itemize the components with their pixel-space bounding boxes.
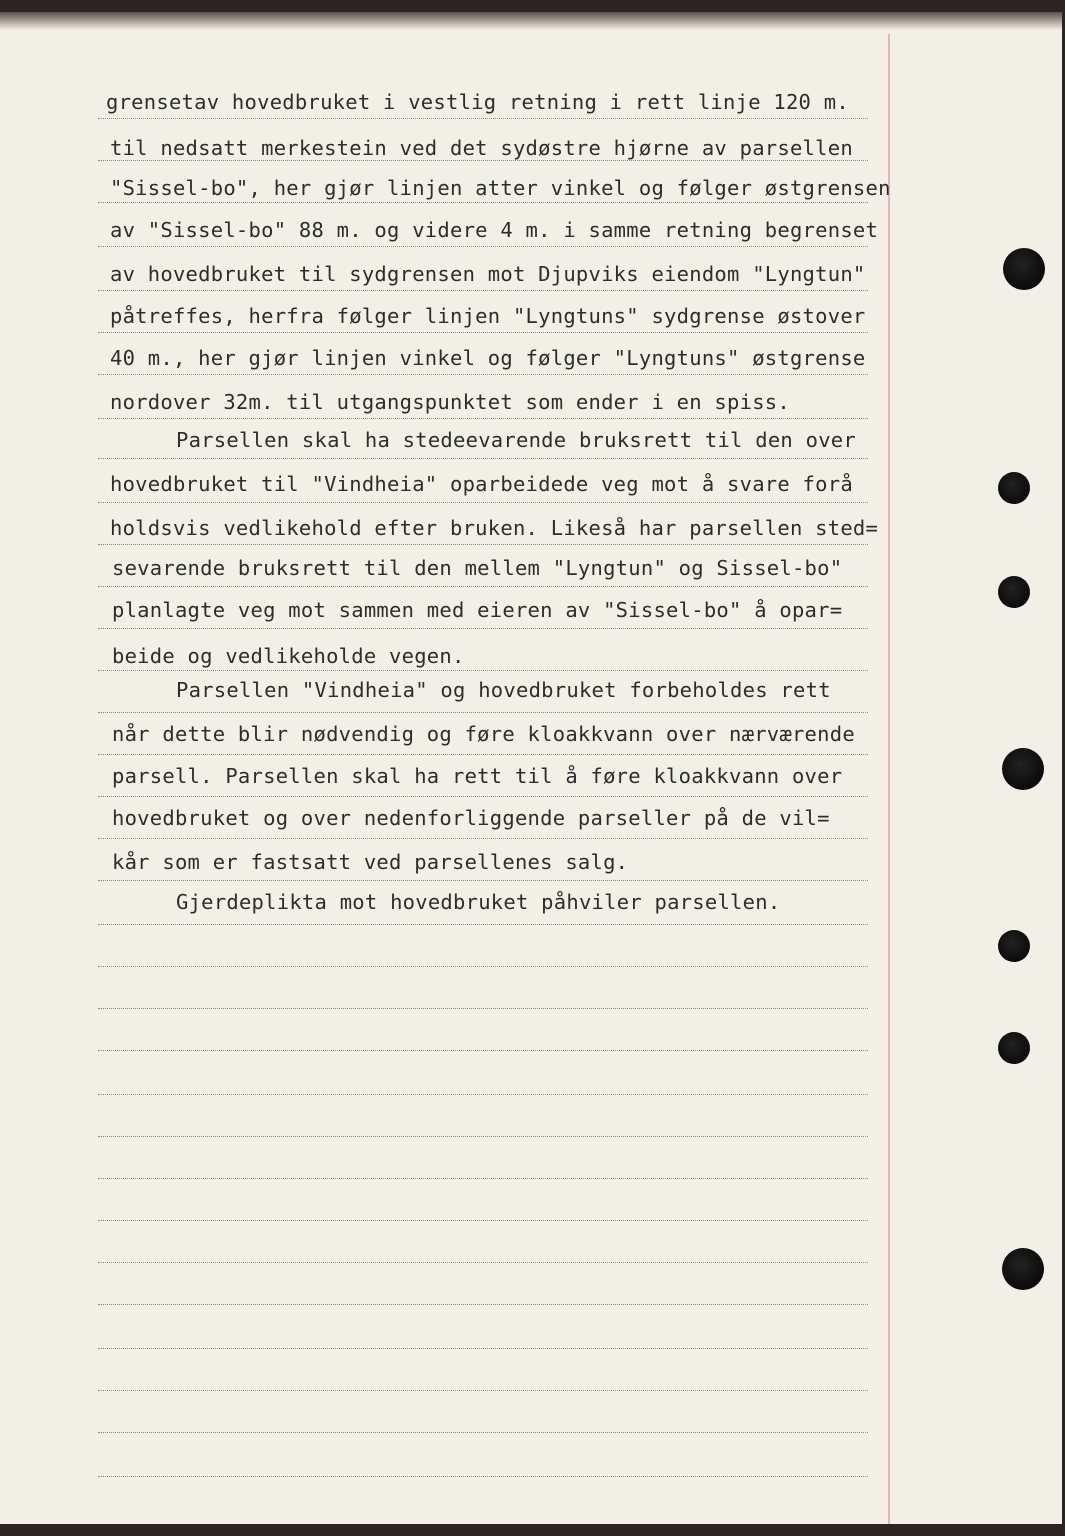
ruled-line	[98, 670, 868, 671]
ruled-line	[98, 754, 868, 755]
punch-hole	[998, 576, 1030, 608]
ruled-line	[98, 458, 868, 459]
text-line: planlagte veg mot sammen med eieren av "Sissel-bo" å opar=	[112, 598, 843, 622]
text-line: parsell. Parsellen skal ha rett til å føre kloakkvann over	[112, 764, 843, 788]
punch-hole	[998, 1032, 1030, 1064]
page-top-shadow	[0, 12, 1062, 30]
ruled-line	[98, 332, 868, 333]
text-line: Gjerdeplikta mot hovedbruket påhviler parsellen.	[176, 890, 781, 914]
ruled-line	[98, 1476, 868, 1477]
ruled-line	[98, 1178, 868, 1179]
ruled-line	[98, 1220, 868, 1221]
ruled-line	[98, 246, 868, 247]
punch-hole	[1002, 1248, 1044, 1290]
punch-hole	[998, 472, 1030, 504]
ruled-line	[98, 1390, 868, 1391]
ruled-line	[98, 838, 868, 839]
text-line: sevarende bruksrett til den mellem "Lyngtun" og Sissel-bo"	[112, 556, 843, 580]
ruled-line	[98, 374, 868, 375]
text-line: "Sissel-bo", her gjør linjen atter vinkel og følger østgrensen	[110, 176, 891, 200]
ruled-line	[98, 1262, 868, 1263]
punch-hole	[1003, 248, 1045, 290]
text-line: holdsvis vedlikehold efter bruken. Likeså har parsellen sted=	[110, 516, 879, 540]
ruled-line	[98, 290, 868, 291]
punch-hole	[1002, 748, 1044, 790]
ruled-line	[98, 418, 868, 419]
text-line: hovedbruket og over nedenforliggende parseller på de vil=	[112, 806, 830, 830]
text-line: Parsellen skal ha stedeevarende bruksrett til den over	[176, 428, 856, 452]
ruled-line	[98, 118, 868, 119]
text-line: grensetav hovedbruket i vestlig retning i rett linje 120 m.	[106, 90, 849, 114]
text-line: påtreffes, herfra følger linjen "Lyngtuns" sydgrense østover	[110, 304, 866, 328]
text-line: til nedsatt merkestein ved det sydøstre hjørne av parsellen	[110, 136, 853, 160]
ruled-line	[98, 160, 868, 161]
text-line: av "Sissel-bo" 88 m. og videre 4 m. i samme retning begrenset	[110, 218, 879, 242]
document-page	[0, 12, 1062, 1524]
text-line: nordover 32m. til utgangspunktet som ender i en spiss.	[110, 390, 790, 414]
ruled-line	[98, 1050, 868, 1051]
ruled-line	[98, 1432, 868, 1433]
text-line: når dette blir nødvendig og føre kloakkvann over nærværende	[112, 722, 855, 746]
text-line: Parsellen "Vindheia" og hovedbruket forbeholdes rett	[176, 678, 831, 702]
ruled-line	[98, 966, 868, 967]
text-line: kår som er fastsatt ved parsellenes salg.	[112, 850, 629, 874]
ruled-line	[98, 502, 868, 503]
text-line: beide og vedlikeholde vegen.	[112, 644, 465, 668]
ruled-line	[98, 1136, 868, 1137]
ruled-line	[98, 1094, 868, 1095]
ruled-line	[98, 796, 868, 797]
ruled-line	[98, 1008, 868, 1009]
ruled-line	[98, 1348, 868, 1349]
text-line: 40 m., her gjør linjen vinkel og følger "Lyngtuns" østgrense	[110, 346, 866, 370]
ruled-line	[98, 544, 868, 545]
punch-hole	[998, 930, 1030, 962]
ruled-line	[98, 1304, 868, 1305]
text-line: hovedbruket til "Vindheia" oparbeidede veg mot å svare forå	[110, 472, 853, 496]
ruled-line	[98, 586, 868, 587]
ruled-line	[98, 628, 868, 629]
ruled-line	[98, 712, 868, 713]
margin-rule	[888, 34, 890, 1524]
text-line: av hovedbruket til sydgrensen mot Djupviks eiendom "Lyngtun"	[110, 262, 866, 286]
ruled-line	[98, 880, 868, 881]
ruled-line	[98, 202, 868, 203]
ruled-line	[98, 924, 868, 925]
